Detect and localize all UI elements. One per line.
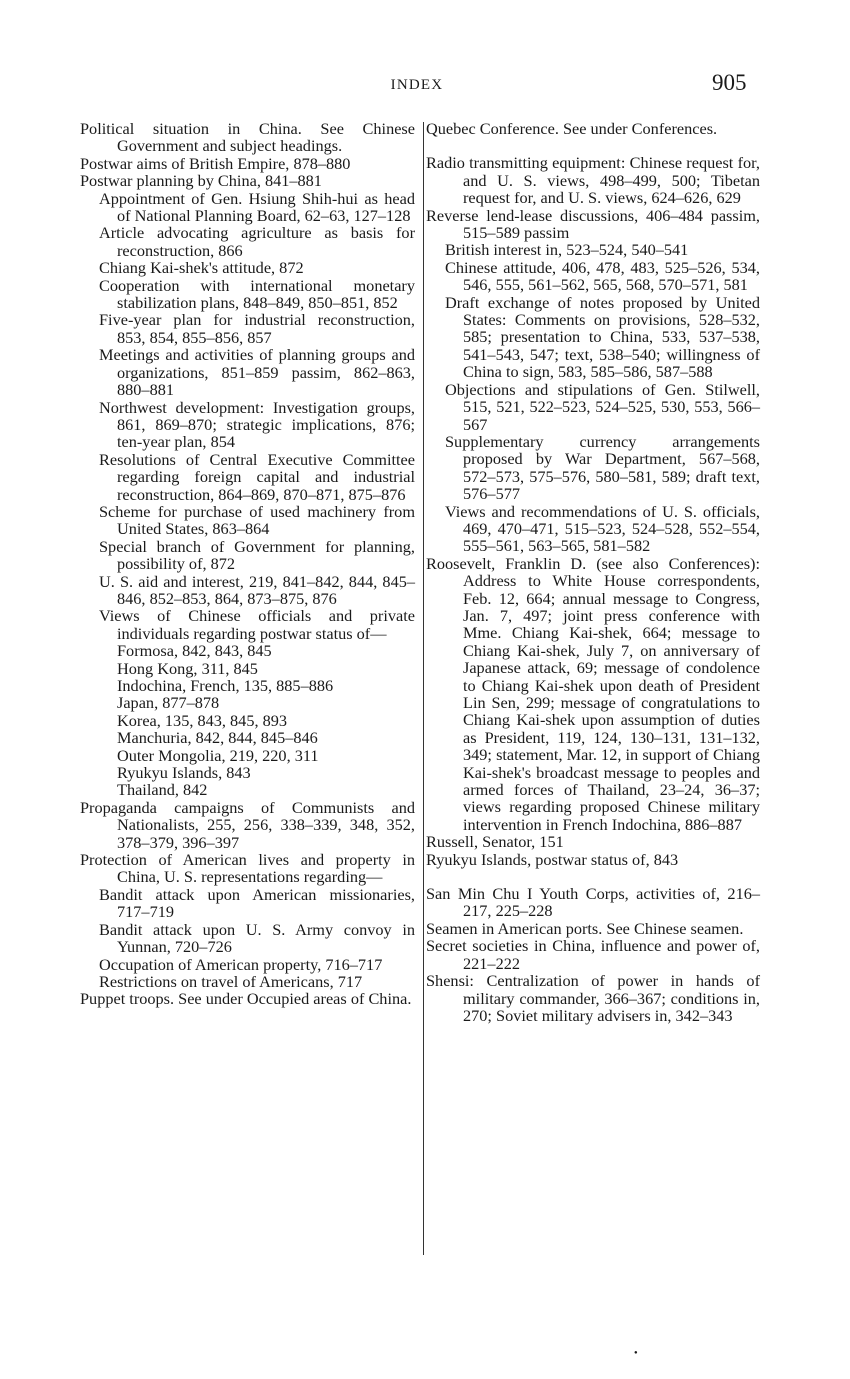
index-subsubentry: Formosa, 842, 843, 845: [117, 641, 272, 661]
index-entry: Protection of American lives and property in China, U. S. representations regarding—: [80, 850, 415, 887]
index-subentry: Northwest development: Investigation groups, 861, 869–870; strategic implications, 876; ten-year plan, 854: [99, 397, 415, 452]
index-subentry: Scheme for purchase of used machinery from United States, 863–864: [99, 501, 415, 539]
index-subsubentry: Japan, 877–878: [117, 693, 220, 713]
index-subentry: Views of Chinese officials and private individuals regarding postwar status of—: [99, 606, 415, 643]
index-subsubentry: Outer Mongolia, 219, 220, 311: [117, 745, 319, 765]
index-subentry: British interest in, 523–524, 540–541: [445, 240, 689, 260]
index-subentry: Resolutions of Central Executive Committee regarding foreign capital and industrial reconstruction, 864–869, 870–871, 875–876: [99, 449, 415, 504]
index-entry: Roosevelt, Franklin D. (see also Conferences): Address to White House correspondents, Feb. 12, 664; annual message to Congress, Jan. 7, 497; joint press conference with Mme. Chiang Kai-shek, 664; message to Chiang Kai-shek, July 7, on anniversary of Japanese attack, 69; message of condolence to Chiang Kai-shek upon death of President Lin Sen, 299; message of congratulations to Chiang Kai-shek upon assumption of duties as President, 119, 124, 130–131, 131–132, 349; statement, Mar. 12, in support of Chiang Kai-shek's broadcast message to peoples and armed forces of Thailand, 23–24, 36–37; views regarding proposed Chinese military intervention in French Indochina, 886–887: [426, 553, 760, 834]
index-subsubentry: Hong Kong, 311, 845: [117, 658, 258, 678]
index-subentry: Chinese attitude, 406, 478, 483, 525–526, 534, 546, 555, 561–562, 565, 568, 570–571, 581: [445, 257, 760, 295]
index-entry: Puppet troops. See under Occupied areas of China.: [80, 989, 412, 1009]
index-subsubentry: Ryukyu Islands, 843: [117, 763, 251, 783]
index-entry: Propaganda campaigns of Communists and Nationalists, 255, 256, 338–339, 348, 352, 378–379, 396–397: [80, 797, 415, 852]
index-subentry: Appointment of Gen. Hsiung Shih-hui as head of National Planning Board, 62–63, 127–128: [99, 188, 415, 226]
index-subentry: Five-year plan for industrial reconstruction, 853, 854, 855–856, 857: [99, 310, 415, 347]
index-subentry: Draft exchange of notes proposed by United States: Comments on provisions, 528–532, 585; presentation to China, 533, 537–538, 541–543, 547; text, 538–540; willingness of China to sign, 583, 585–586, 587–588: [445, 292, 760, 382]
page-number: 905: [712, 70, 747, 95]
index-subsubentry: Manchuria, 842, 844, 845–846: [117, 728, 318, 748]
index-subsubentry: Korea, 135, 843, 845, 893: [117, 710, 288, 730]
running-head: INDEX: [390, 77, 444, 93]
index-entry: Reverse lend-lease discussions, 406–484 passim, 515–589 passim: [426, 205, 760, 243]
index-entry: Postwar planning by China, 841–881: [80, 171, 322, 191]
index-subentry: Cooperation with international monetary stabilization plans, 848–849, 850–851, 852: [99, 275, 415, 313]
index-entry: Political situation in China. See Chinese Government and subject headings.: [80, 119, 415, 156]
index-entry: Shensi: Centralization of power in hands of military commander, 366–367; conditions in, 270; Soviet military advisers in, 342–343: [426, 971, 760, 1025]
index-entry: Seamen in American ports. See Chinese seamen.: [426, 918, 744, 938]
index-entry: Radio transmitting equipment: Chinese request for, and U. S. views, 498–499, 500; Tibetan request for, and U. S. views, 624–626, 629: [426, 153, 760, 208]
index-subsubentry: Indochina, French, 135, 885–886: [117, 676, 334, 695]
index-column-left: [80, 120, 415, 1008]
index-subentry: Chiang Kai-shek's attitude, 872: [99, 258, 304, 278]
index-subsubentry: Thailand, 842: [117, 780, 208, 800]
index-subentry: Meetings and activities of planning groups and organizations, 851–859 passim, 862–863, 880–881: [99, 345, 415, 400]
index-entry: San Min Chu I Youth Corps, activities of, 216–217, 225–228: [426, 884, 760, 921]
index-subentry: Bandit attack upon U. S. Army convoy in Yunnan, 720–726: [99, 919, 415, 957]
index-entry: Russell, Senator, 151: [426, 832, 564, 852]
index-subentry: Views and recommendations of U. S. officials, 469, 470–471, 515–523, 524–528, 552–554, 555–561, 563–565, 581–582: [445, 501, 760, 556]
index-column-right: [426, 120, 760, 1024]
index-entry: Ryukyu Islands, postwar status of, 843: [426, 849, 679, 869]
column-divider: [423, 122, 424, 1255]
index-entry: Quebec Conference. See under Conferences.: [426, 119, 718, 138]
index-subentry: U. S. aid and interest, 219, 841–842, 844, 845–846, 852–853, 864, 873–875, 876: [99, 571, 415, 608]
index-entry: Secret societies in China, influence and power of, 221–222: [426, 936, 760, 973]
scan-dot: ●: [634, 1350, 638, 1356]
index-subentry: Article advocating agriculture as basis for reconstruction, 866: [99, 223, 415, 260]
index-subentry: Restrictions on travel of Americans, 717: [99, 971, 363, 991]
index-subentry: Supplementary currency arrangements proposed by War Department, 567–568, 572–573, 575–576, 580–581, 589; draft text, 576–577: [445, 431, 760, 504]
index-subentry: Special branch of Government for planning, possibility of, 872: [99, 536, 415, 574]
index-subentry: Objections and stipulations of Gen. Stilwell, 515, 521, 522–523, 524–525, 530, 553, 566–567: [445, 379, 760, 434]
index-subentry: Occupation of American property, 716–717: [99, 954, 383, 974]
index-entry: Postwar aims of British Empire, 878–880: [80, 153, 351, 173]
index-subentry: Bandit attack upon American missionaries, 717–719: [99, 884, 415, 922]
